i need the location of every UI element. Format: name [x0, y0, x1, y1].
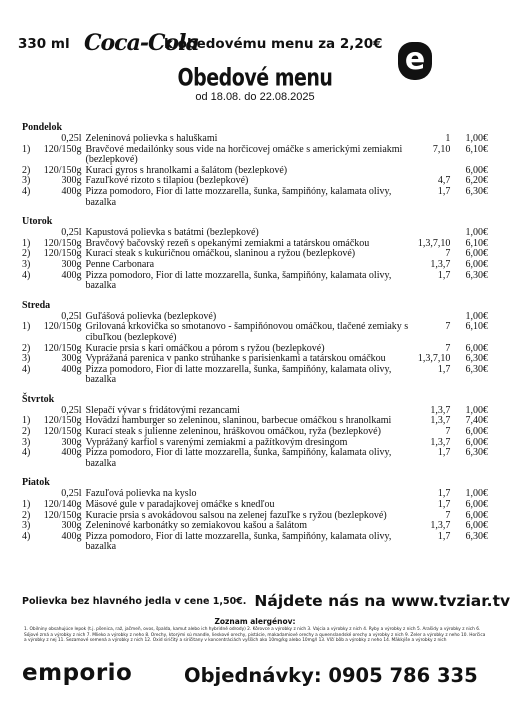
day-name: Utorok	[22, 216, 53, 228]
item-portion: 400g	[61, 363, 82, 375]
item-number: 2)	[22, 248, 31, 260]
item-name: Guľášová polievka (bezlepkové)	[85, 310, 217, 322]
item-price: 6,00€	[465, 509, 488, 521]
item-number: 3)	[22, 258, 31, 270]
item-name: Pizza pomodoro, Fior di latte mozzarella, šunka, šampiňóny, kalamata olivy, bazalka	[85, 447, 392, 469]
item-name: Vyprážaný karfiol s varenými zemiakmi a pažítkovým dresingom	[85, 436, 348, 448]
item-price: 6,30€	[465, 269, 488, 281]
item-portion: 0,25l	[61, 133, 82, 144]
item-portion: 300g	[61, 175, 82, 187]
item-price: 6,30€	[465, 447, 488, 459]
item-allergens: 1,7	[437, 269, 451, 281]
item-portion: 120/150g	[43, 509, 82, 521]
item-allergens: 7	[445, 321, 451, 333]
item-name: Fazuľkové rizoto s tilapiou (bezlepkové)	[85, 175, 249, 187]
item-number: 2)	[22, 342, 31, 354]
item-name: Bravčový bačovský rezeň s opekanými zemiakmi a tatárskou omáčkou	[85, 237, 370, 249]
item-name: Grilovaná krkovička so smotanovo - šampiňónovou omáčkou, tlačené zemiaky s cibuľkou (bezlepkové)	[85, 321, 409, 343]
day-section	[22, 395, 488, 470]
item-name: Kurací steak s julienne zeleninou, hráškovou omáčkou, ryža (bezlepkové)	[85, 426, 381, 438]
item-name: Kurací steak s kukuričnou omáčkou, slaninou a ryžou (bezlepkové)	[85, 248, 356, 260]
item-number: 4)	[22, 185, 31, 197]
item-portion: 300g	[61, 436, 82, 448]
item-price: 6,30€	[465, 185, 488, 197]
item-portion: 0,25l	[61, 488, 82, 500]
item-allergens: 1,3,7,10	[417, 353, 451, 365]
coca-cola-promo-banner	[0, 30, 510, 62]
item-number: 4)	[22, 447, 31, 459]
item-allergens: 1,3,7	[430, 520, 451, 532]
item-price: 6,20€	[465, 175, 488, 187]
item-number	[22, 134, 38, 145]
item-portion: 400g	[61, 269, 82, 281]
item-number: 1)	[22, 143, 31, 155]
logo-letter: e	[404, 42, 426, 77]
item-price: 1,00€	[465, 227, 488, 239]
item-price: 1,00€	[465, 404, 488, 416]
footer-info	[22, 592, 510, 611]
item-price: 6,00€	[465, 342, 488, 354]
item-allergens: 1,7	[437, 499, 451, 511]
menu-dates: od 18.08. do 22.08.2025	[195, 91, 315, 103]
item-name: Zeleninové karbonátky so zemiakovou kašou a šalátom	[85, 520, 308, 532]
item-portion: 120/150g	[43, 415, 82, 427]
menu-item	[22, 448, 488, 469]
item-price: 1,00€	[465, 133, 488, 144]
item-allergens: 1,3,7	[430, 258, 451, 270]
item-allergens: 1,3,7	[430, 415, 451, 427]
item-number: 1)	[22, 237, 31, 249]
item-name: Kuracie prsia s avokádovou salsou na zelenej fazuľke s ryžou (bezlepkové)	[85, 509, 387, 521]
day-section	[22, 217, 488, 292]
item-name: Hovädzí hamburger so zeleninou, slaninou, barbecue omáčkou s hranolkami	[85, 415, 392, 427]
item-portion: 400g	[61, 530, 82, 542]
item-number: 3)	[22, 353, 31, 365]
item-price: 6,10€	[465, 237, 488, 249]
item-portion: 120/150g	[43, 321, 82, 333]
item-price: 6,30€	[465, 363, 488, 375]
item-name: Kuracie prsia s kari omáčkou a pórom s ryžou (bezlepkové)	[85, 342, 325, 354]
item-name: Bravčové medailónky sous vide na horčicovej omáčke s americkými zemiakmi (bezlepkové)	[85, 143, 403, 166]
menu-item	[22, 322, 488, 343]
item-price: 6,00€	[465, 436, 488, 448]
item-portion: 120/150g	[43, 248, 82, 260]
item-price: 6,00€	[465, 520, 488, 532]
item-portion: 120/150g	[43, 143, 82, 155]
soup-price-note: Polievka bez hlavného jedla v cene 1,50€.	[22, 595, 247, 607]
item-allergens: 1,3,7	[430, 404, 451, 416]
weekly-menu	[22, 123, 488, 562]
item-allergens: 7	[445, 509, 451, 521]
menu-item	[22, 145, 488, 166]
promo-volume: 330 ml	[18, 36, 70, 52]
emporio-logo: emporio	[22, 660, 133, 686]
item-number: 4)	[22, 363, 31, 375]
item-number: 4)	[22, 269, 31, 281]
item-name: Pizza pomodoro, Fior di latte mozzarella, šunka, šampiňóny, kalamata olivy, bazalka	[85, 185, 392, 208]
item-portion: 0,25l	[61, 310, 82, 322]
item-portion: 300g	[61, 353, 82, 365]
item-allergens: 7	[445, 342, 451, 354]
item-name: Pizza pomodoro, Fior di latte mozzarella, šunka, šampiňóny, kalamata olivy, bazalka	[85, 530, 392, 553]
day-name: Piatok	[22, 477, 50, 489]
item-name: Pizza pomodoro, Fior di latte mozzarella, šunka, šampiňóny, kalamata olivy, bazalka	[85, 363, 392, 386]
item-number: 3)	[22, 175, 31, 187]
item-price: 6,00€	[465, 164, 488, 176]
item-price: 6,30€	[465, 353, 488, 365]
website-link[interactable]: Nájdete nás na www.tvziar.tv	[254, 592, 510, 611]
item-name: Kurací gyros s hranolkami a šalátom (bezlepkové)	[85, 164, 288, 176]
item-portion: 0,25l	[61, 227, 82, 239]
menu-item	[22, 532, 488, 553]
allergens-list: 1. Obilniny obsahujúce lepok (t.j. pšenica, raž, jačmeň, ovos, špalda, kamut alebo ich hybridné odrody) 2. Kôrovce a výrobky z nich 3. Vajcia a výrobky z nich 4. Ryby a výrobky z nich 5. Arašidy a výrobky z nich 6. Sójové zrná a výrobky z nich 7. Mlieko a výrobky z neho 8. Orechy, ktorými sú mandle, lieskové orechy, pistácie, makadamiové orechy a queenslandské orechy a výrobky z nich 9. Zeler a výrobky z neho 10. Horčica a výrobky z nej 11. Sezamové semená a výrobky z nich 12. Oxid siričitý a siričitany v koncentráciách vyšších ako 10mg/kg alebo 10mg/l 13. Vlčí bôb a výrobky z neho 14. Mäkkýše a výrobky z nich	[24, 627, 486, 644]
day-name: Pondelok	[22, 122, 63, 133]
menu-item	[22, 260, 488, 271]
item-number: 2)	[22, 509, 31, 521]
day-section	[22, 478, 488, 553]
item-price: 6,10€	[465, 143, 488, 155]
page-title: Obedové menu	[177, 64, 333, 92]
allergens-title: Zoznam alergénov:	[214, 617, 296, 626]
order-phone[interactable]: Objednávky: 0905 786 335	[184, 664, 478, 687]
day-section	[22, 123, 488, 208]
item-number: 3)	[22, 436, 31, 448]
item-name: Mäsové gule v paradajkovej omáčke s knedľou	[85, 499, 275, 511]
item-name: Kapustová polievka s batátmi (bezlepkové)	[85, 227, 259, 239]
item-portion: 400g	[61, 185, 82, 197]
item-allergens: 1,7	[437, 488, 451, 500]
item-name: Penne Carbonara	[85, 258, 155, 270]
item-portion: 120/150g	[43, 164, 82, 176]
item-allergens: 1	[445, 133, 451, 144]
item-name: Vyprážaná parenica v panko strúhanke s parisienkami a tatárskou omáčkou	[85, 353, 386, 365]
item-number: 3)	[22, 520, 31, 532]
menu-item	[22, 365, 488, 386]
menu-item	[22, 134, 488, 145]
item-portion: 300g	[61, 520, 82, 532]
item-portion: 120/150g	[43, 426, 82, 438]
item-allergens: 1,7	[437, 185, 451, 197]
item-portion: 120/140g	[43, 499, 82, 511]
item-portion: 300g	[61, 258, 82, 270]
day-name: Štvrtok	[22, 393, 55, 405]
coca-cola-logo: Coca-Cola	[84, 30, 199, 56]
item-allergens: 1,7	[437, 363, 451, 375]
item-price: 6,00€	[465, 248, 488, 260]
item-price: 1,00€	[465, 310, 488, 322]
item-allergens: 1,3,7	[430, 436, 451, 448]
item-price: 6,00€	[465, 499, 488, 511]
item-name: Fazuľová polievka na kyslo	[85, 488, 197, 500]
promo-offer: k obedovému menu za 2,20€	[164, 36, 383, 52]
item-price: 6,10€	[465, 321, 488, 333]
item-number: 1)	[22, 499, 31, 511]
item-name: Zeleninová polievka s haluškami	[85, 133, 218, 144]
item-price: 6,00€	[465, 426, 488, 438]
item-number: 2)	[22, 426, 31, 438]
item-price: 6,30€	[465, 530, 488, 542]
menu-item	[22, 271, 488, 292]
item-portion: 0,25l	[61, 404, 82, 416]
item-number: 1)	[22, 415, 31, 427]
item-allergens: 1,7	[437, 447, 451, 459]
item-allergens: 7	[445, 248, 451, 260]
item-name: Slepačí vývar s fridátovými rezancami	[85, 404, 240, 416]
item-allergens: 7,10	[432, 143, 451, 155]
day-section	[22, 301, 488, 386]
item-price: 1,00€	[465, 488, 488, 500]
item-allergens: 7	[445, 426, 451, 438]
item-price: 7,40€	[465, 415, 488, 427]
item-price: 6,00€	[465, 258, 488, 270]
day-name: Streda	[22, 299, 51, 311]
item-allergens: 4,7	[437, 175, 451, 187]
item-portion: 400g	[61, 447, 82, 459]
item-portion: 120/150g	[43, 237, 82, 249]
item-portion: 120/150g	[43, 342, 82, 354]
item-number: 1)	[22, 321, 31, 333]
menu-item	[22, 187, 488, 208]
item-number: 2)	[22, 164, 31, 176]
item-allergens: 1,3,7,10	[417, 237, 451, 249]
item-number: 4)	[22, 530, 31, 542]
item-name: Pizza pomodoro, Fior di latte mozzarella, šunka, šampiňóny, kalamata olivy, bazalka	[85, 269, 392, 292]
item-allergens: 1,7	[437, 530, 451, 542]
